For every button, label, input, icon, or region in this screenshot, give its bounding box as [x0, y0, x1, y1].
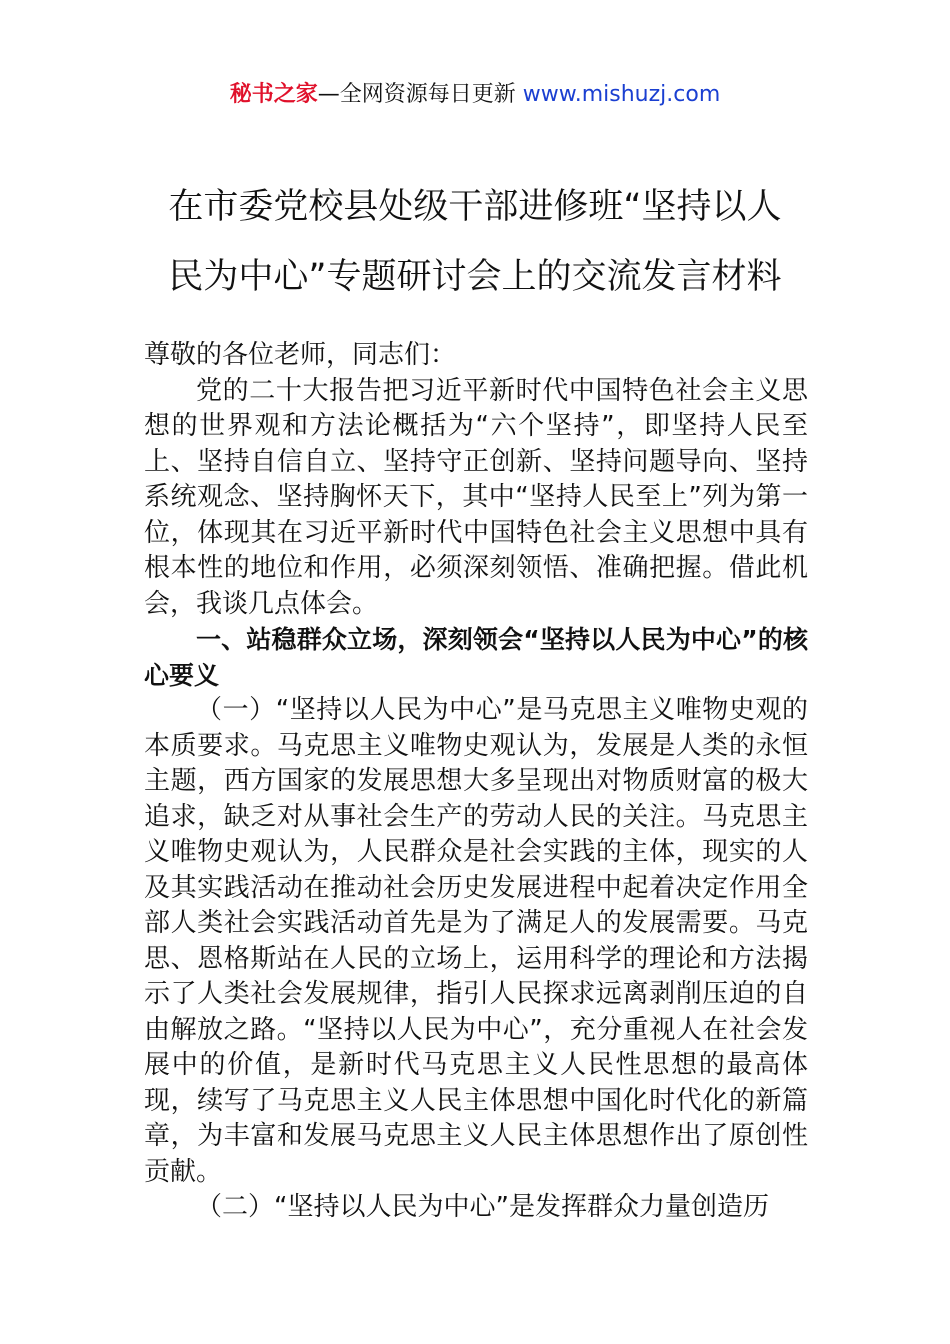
site-brand: 秘书之家 — [229, 82, 318, 107]
section-heading-1: 一、站稳群众立场，深刻领会“坚持以人民为中心”的核心要义 — [144, 625, 808, 690]
title-line-1: 在市委党校县处级干部进修班“坚持以人 — [168, 187, 782, 227]
paragraph-subsection-2: （二）“坚持以人民为中心”是发挥群众力量创造历 — [196, 1192, 769, 1222]
paragraph-subsection-1: （一）“坚持以人民为中心”是马克思主义唯物史观的本质要求。马克思主义唯物史观认为，发展是人类的永恒主题，西方国家的发展思想大多呈现出对物质财富的极大追求，缺乏对从事社会生产的劳动人民的关注。马克思主义唯物史观认为，人民群众是社会实践的主体，现实的人及其实践活动在推动社会历史发展进程中起着决定作用全部人类社会实践活动首先是为了满足人的发展需要。马克思、恩格斯站在人民的立场上，运用科学的理论和方法揭示了人类社会发展规律，指引人民探求远离剥削压迫的自由解放之路。“坚持以人民为中心”，充分重视人在社会发展中的价值，是新时代马克思主义人民性思想的最高体现，续写了马克思主义人民主体思想中国化时代化的新篇章，为丰富和发展马克思主义人民主体思想作出了原创性贡献。 — [144, 695, 808, 1187]
site-header — [0, 78, 950, 112]
title-line-2: 民为中心”专题研讨会上的交流发言材料 — [168, 257, 782, 297]
document-body — [144, 338, 808, 1226]
site-tagline: —全网资源每日更新 — [317, 82, 516, 107]
document-title — [140, 172, 810, 312]
site-url-link[interactable]: www.mishuzj.com — [522, 82, 721, 107]
salutation: 尊敬的各位老师，同志们： — [144, 340, 457, 370]
paragraph-intro: 党的二十大报告把习近平新时代中国特色社会主义思想的世界观和方法论概括为“六个坚持”，即坚持人民至上、坚持自信自立、坚持守正创新、坚持问题导向、坚持系统观念、坚持胸怀天下，其中“坚持人民至上”列为第一位，体现其在习近平新时代中国特色社会主义思想中具有根本性的地位和作用，必须深刻领悟、准确把握。借此机会，我谈几点体会。 — [144, 375, 808, 619]
